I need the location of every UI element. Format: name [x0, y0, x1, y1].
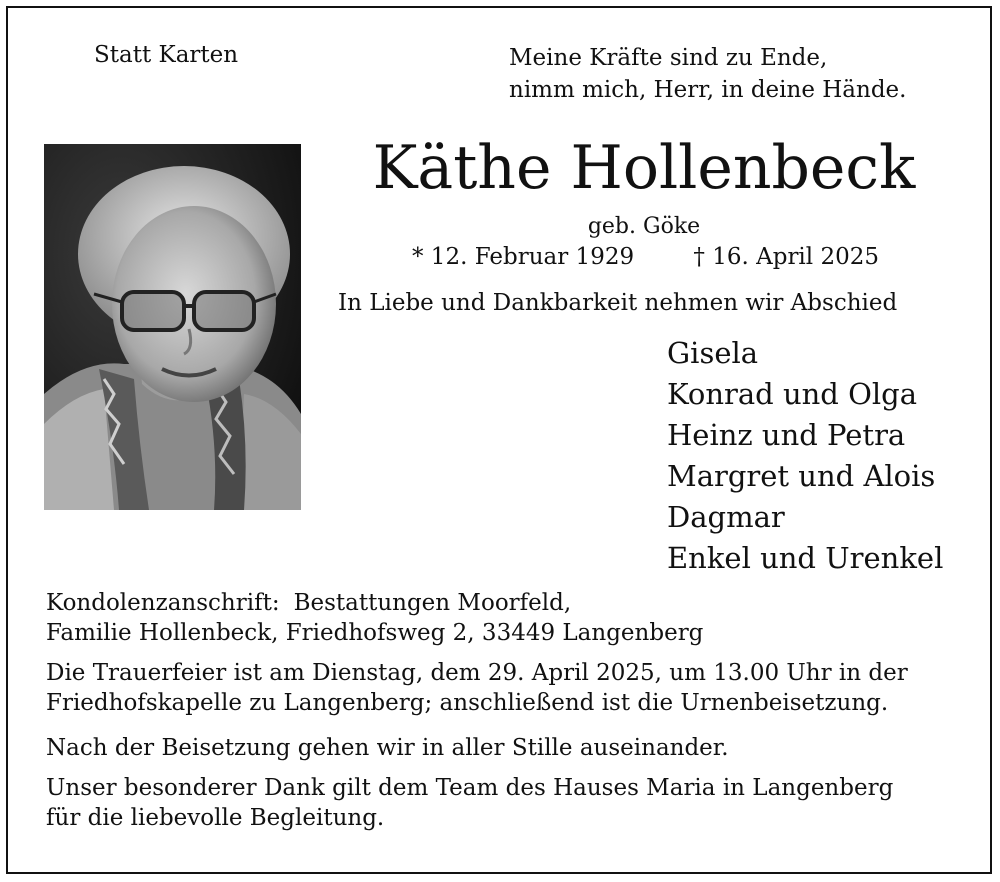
birth-date: * 12. Februar 1929 [412, 244, 635, 270]
death-date: † 16. April 2025 [693, 244, 879, 270]
portrait-icon [44, 144, 301, 510]
condolence-line: Bestattungen Moorfeld, [293, 590, 572, 616]
deceased-name: Käthe Hollenbeck [372, 133, 916, 203]
thanks-paragraph [46, 773, 893, 833]
ceremony-paragraph [46, 658, 908, 718]
after-paragraph: Nach der Beisetzung gehen wir in aller Stille auseinander. [46, 735, 729, 761]
mourner: Gisela [667, 336, 759, 370]
mourners-list [667, 333, 943, 579]
condolence-line: Familie Hollenbeck, Friedhofsweg 2, 33449 Langenberg [46, 620, 704, 646]
statt-karten-note: Statt Karten [94, 42, 239, 68]
condolence-address [46, 588, 703, 648]
farewell-line: In Liebe und Dankbarkeit nehmen wir Abschied [338, 290, 898, 316]
paragraph-line: für die liebevolle Begleitung. [46, 805, 385, 831]
condolence-label: Kondolenzanschrift: [46, 590, 280, 616]
paragraph-line: Die Trauerfeier ist am Dienstag, dem 29. April 2025, um 13.00 Uhr in der [46, 660, 908, 686]
paragraph-line: Friedhofskapelle zu Langenberg; anschließend ist die Urnenbeisetzung. [46, 690, 889, 716]
mourner: Margret und Alois [667, 459, 936, 493]
mourner: Konrad und Olga [667, 377, 917, 411]
mourner: Enkel und Urenkel [667, 541, 944, 575]
verse [509, 42, 906, 106]
paragraph-line: Unser besonderer Dank gilt dem Team des Hauses Maria in Langenberg [46, 775, 894, 801]
verse-line: nimm mich, Herr, in deine Hände. [509, 77, 907, 103]
maiden-name: geb. Göke [587, 214, 701, 239]
mourner: Dagmar [667, 500, 785, 534]
verse-line: Meine Kräfte sind zu Ende, [509, 45, 828, 71]
mourner: Heinz und Petra [667, 418, 906, 452]
portrait-photo [44, 144, 301, 510]
life-dates [412, 244, 879, 270]
